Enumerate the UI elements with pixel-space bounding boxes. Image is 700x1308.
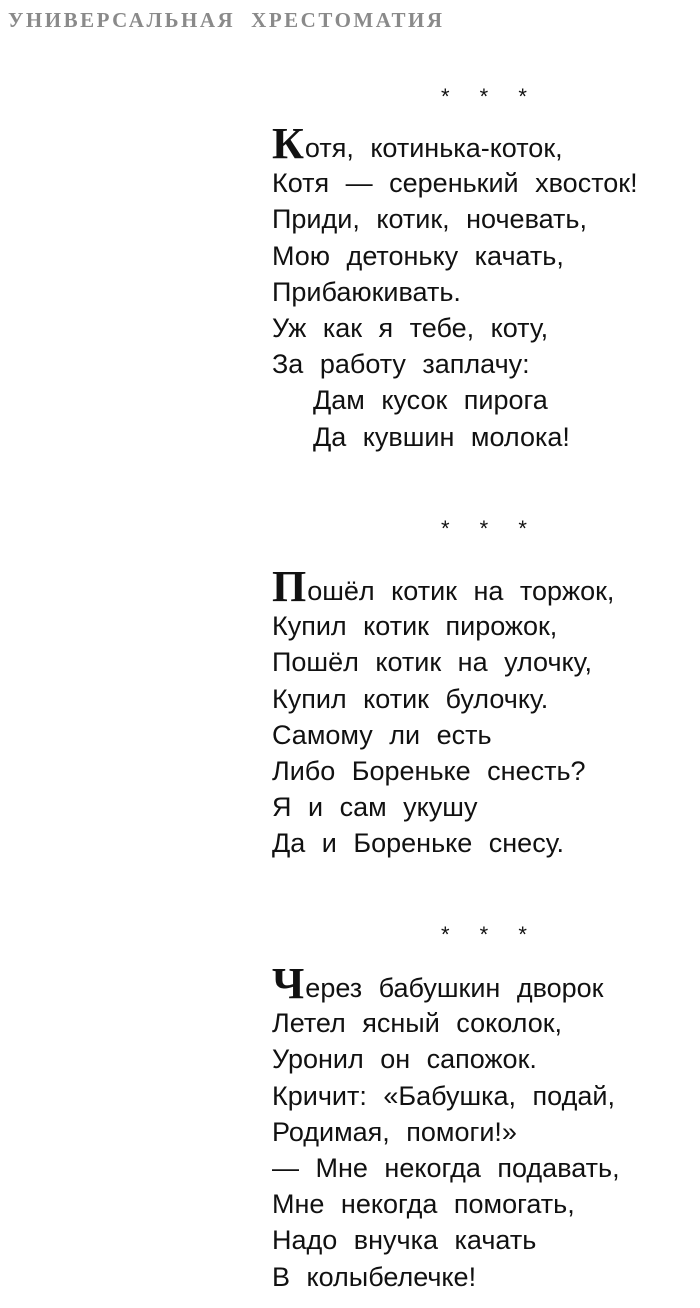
drop-cap: К bbox=[272, 119, 304, 168]
poem-separator: * * * bbox=[441, 516, 539, 541]
poem-line: Летел ясный соколок, bbox=[272, 1008, 563, 1039]
poem-line: Самому ли есть bbox=[272, 719, 492, 750]
poem-line: Да кувшин молока! bbox=[313, 421, 570, 452]
drop-cap: Ч bbox=[272, 959, 305, 1008]
poem-line: Котя, котинька-коток, bbox=[272, 119, 563, 168]
poem-1 bbox=[272, 119, 700, 455]
poem-separator: * * * bbox=[441, 922, 539, 947]
poem-line: Надо внучка качать bbox=[272, 1225, 537, 1256]
running-head-part1: УНИВЕРСАЛЬНАЯ bbox=[8, 8, 236, 32]
poem-line: Пошёл котик на торжок, bbox=[272, 562, 615, 611]
poem-line: Купил котик булочку. bbox=[272, 683, 549, 714]
poem-separator: * * * bbox=[441, 84, 539, 109]
poem-2 bbox=[272, 562, 700, 862]
poem-line: Мою детоньку качать, bbox=[272, 240, 564, 271]
poem-line: Дам кусок пирога bbox=[313, 385, 548, 416]
poem-line: Кричит: «Бабушка, подай, bbox=[272, 1080, 615, 1111]
poem-line: Котя — серенький хвосток! bbox=[272, 168, 638, 199]
poem-line: Приди, котик, ночевать, bbox=[272, 204, 587, 235]
poem-line: Уронил он сапожок. bbox=[272, 1044, 537, 1075]
poem-line: В колыбелечке! bbox=[272, 1261, 477, 1292]
running-head-part2: ХРЕСТОМАТИЯ bbox=[251, 8, 445, 32]
poem-line: За работу заплачу: bbox=[272, 349, 530, 380]
poem-line: Либо Бореньке снесть? bbox=[272, 755, 586, 786]
poem-line: Пошёл котик на улочку, bbox=[272, 647, 592, 678]
drop-cap: П bbox=[272, 562, 307, 611]
running-head bbox=[8, 8, 445, 33]
poem-line: Купил котик пирожок, bbox=[272, 611, 558, 642]
poem-line: Мне некогда помогать, bbox=[272, 1189, 575, 1220]
poem-line: Я и сам укушу bbox=[272, 792, 478, 823]
poem-line: Прибаюкивать. bbox=[272, 276, 461, 307]
poem-line: Через бабушкин дворок bbox=[272, 959, 604, 1008]
poem-3 bbox=[272, 959, 700, 1295]
poem-line: Родимая, помоги!» bbox=[272, 1116, 517, 1147]
poem-line: Уж как я тебе, коту, bbox=[272, 312, 549, 343]
poem-line: Да и Бореньке снесу. bbox=[272, 828, 564, 859]
poem-line: — Мне некогда подавать, bbox=[272, 1152, 620, 1183]
